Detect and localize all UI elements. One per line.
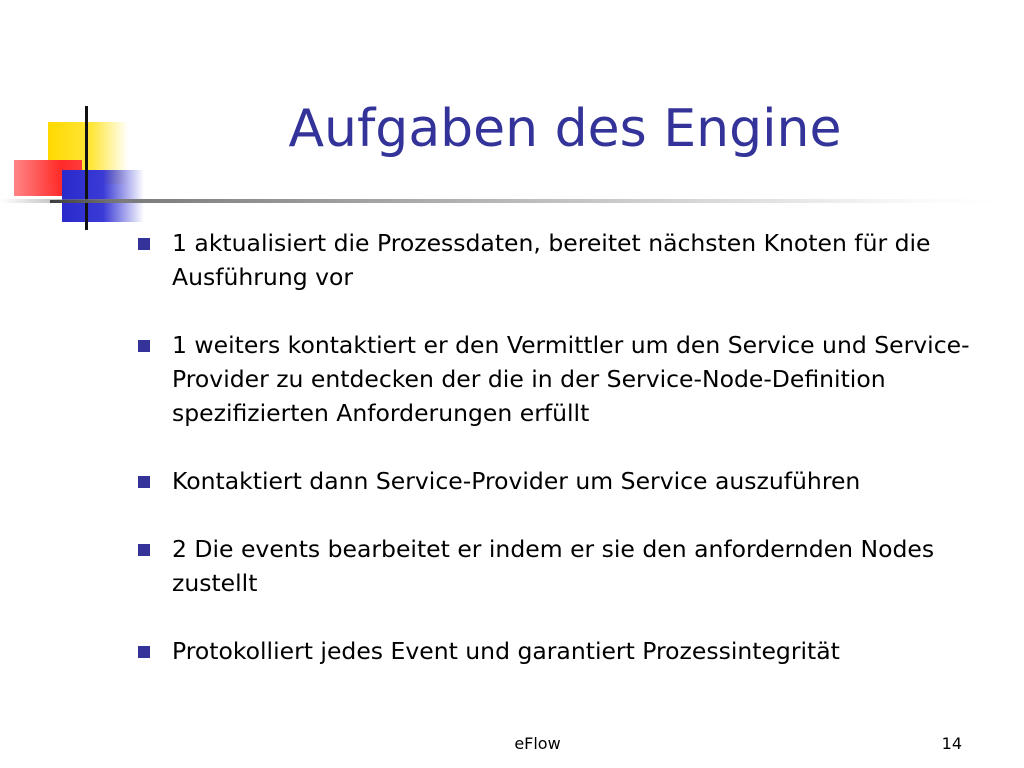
bullet-item bbox=[136, 226, 996, 294]
slide-logo-decoration bbox=[0, 0, 160, 240]
bullet-text: Protokolliert jedes Event und garantiert Prozessintegrität bbox=[172, 637, 840, 665]
slide-title: Aufgaben des Engine bbox=[288, 99, 842, 159]
slide-number: 14 bbox=[941, 734, 962, 753]
footer-title: eFlow bbox=[514, 734, 561, 753]
square-bullet-icon bbox=[138, 238, 150, 250]
title-divider bbox=[0, 199, 1000, 203]
bullet-text: 1 weiters kontaktiert er den Vermittler um den Service und Service-Provider zu entdecken der die in der Service-Node-Definition spezifizierten Anforderungen erfüllt bbox=[172, 331, 970, 427]
square-bullet-icon bbox=[138, 340, 150, 352]
bullet-item bbox=[136, 328, 996, 430]
bullet-text: 2 Die events bearbeitet er indem er sie den anfordernden Nodes zustellt bbox=[172, 535, 935, 597]
bullet-text: Kontaktiert dann Service-Provider um Service auszuführen bbox=[172, 467, 861, 495]
logo-blue-square bbox=[62, 170, 144, 222]
square-bullet-icon bbox=[138, 544, 150, 556]
logo-vertical-line bbox=[85, 106, 88, 230]
bullet-text: 1 aktualisiert die Prozessdaten, bereitet nächsten Knoten für die Ausführung vor bbox=[172, 229, 931, 291]
square-bullet-icon bbox=[138, 476, 150, 488]
bullet-list bbox=[136, 226, 996, 702]
square-bullet-icon bbox=[138, 646, 150, 658]
bullet-item bbox=[136, 634, 996, 668]
bullet-item bbox=[136, 464, 996, 498]
bullet-item bbox=[136, 532, 996, 600]
